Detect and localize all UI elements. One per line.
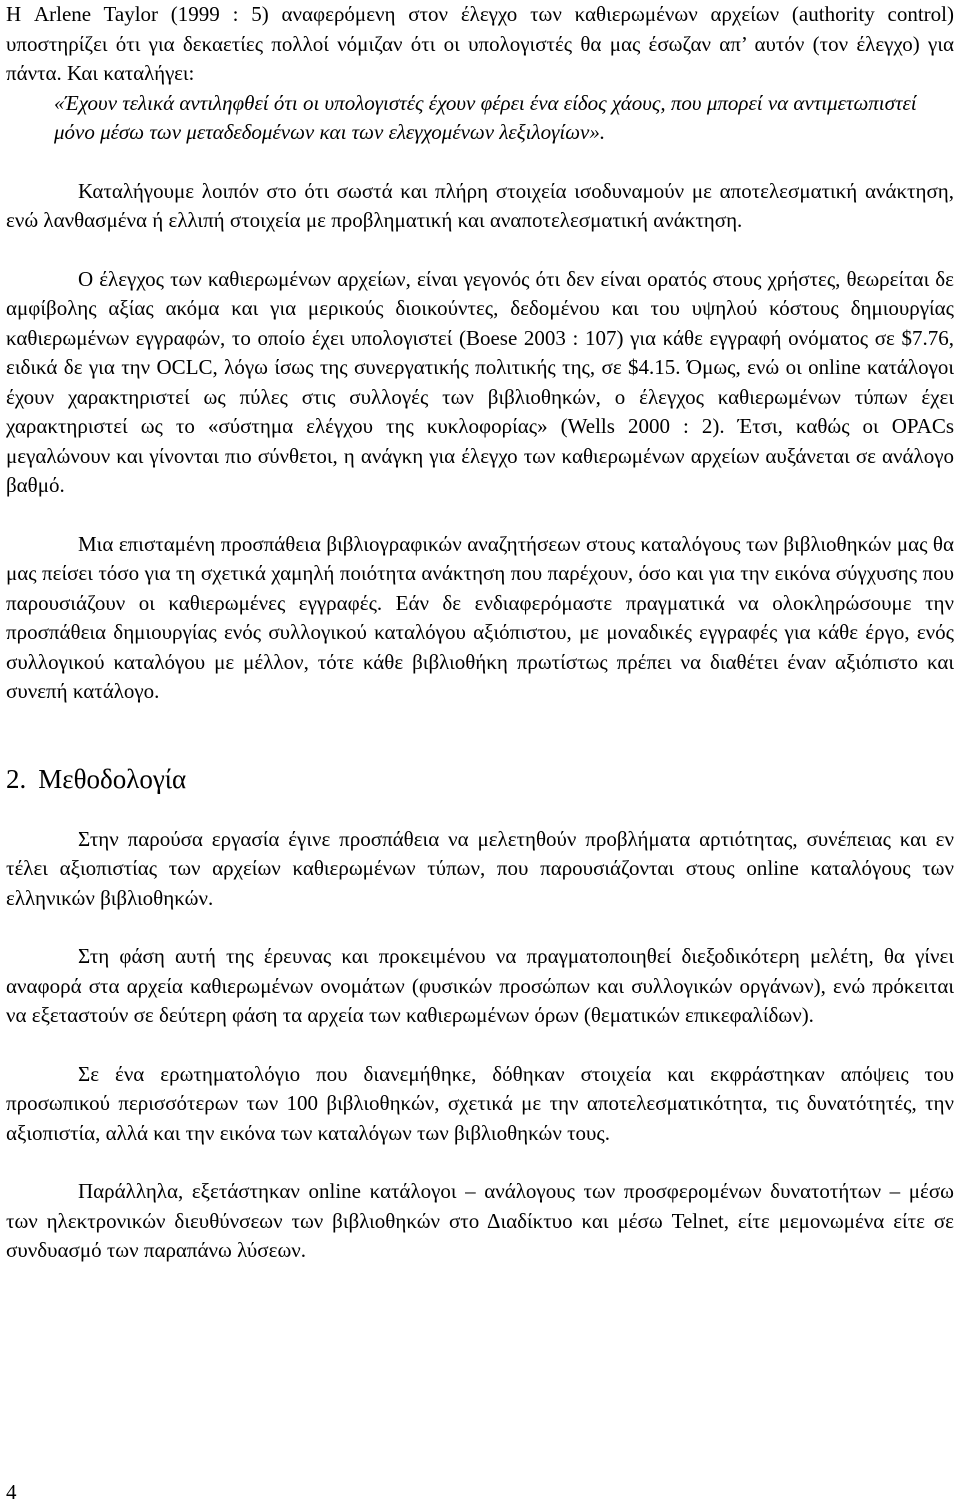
- paragraph-bibliographic-search: Μια επισταμένη προσπάθεια βιβλιογραφικών αναζητήσεων στους καταλόγους των βιβλιοθηκών μας θα μας πείσει τόσο για τη σχετικά χαμηλή ποιότητα ανάκτηση που παρέχουν, όσο και για την εικόνα σύγχυσης που παρουσιάζουν οι καθιερωμένες εγγραφές. Εάν δε ενδιαφερόμαστε πραγματικά να ολοκληρώσουμε την προσπάθεια δημιουργίας ενός συλλογικού καταλόγου αξιόπιστου, με μοναδικές εγγραφές για κάθε έργο, ενός συλλογικού καταλόγου με μέλλον, τότε κάθε βιβλιοθήκη πρωτίστως πρέπει να διαθέτει έναν αξιόπιστο και συνεπή κατάλογο.: [6, 531, 954, 703]
- spacer: [6, 796, 954, 825]
- spacer: [6, 501, 954, 530]
- page-number: 4: [6, 1480, 17, 1504]
- spacer: [6, 1031, 954, 1060]
- section-title: Μεθοδολογία: [38, 763, 187, 794]
- section-heading: [6, 762, 954, 796]
- paragraph-conclusion: Καταλήγουμε λοιπόν στο ότι σωστά και πλήρη στοιχεία ισοδυναμούν με αποτελεσματική ανάκτηση, ενώ λανθασμένα ή ελλιπή στοιχεία με προβληματική και αναποτελεσματική ανάκτηση.: [6, 178, 954, 232]
- spacer: [6, 236, 954, 265]
- paragraph-taylor-intro: Η Arlene Taylor (1999 : 5) αναφερόμενη στον έλεγχο των καθιερωμένων αρχείων (authority control) υποστηρίζει ότι για δεκαετίες πολλοί νόμιζαν ότι οι υπολογιστές θα μας έσωζαν απ’ αυτόν (τον έλεγχο) για πάντα. Και καταλήγει:: [6, 2, 954, 85]
- spacer: [6, 913, 954, 942]
- spacer: [6, 148, 954, 177]
- paragraph-online-catalogs: Παράλληλα, εξετάστηκαν online κατάλογοι – ανάλογους των προσφερομένων δυνατοτήτων – μέσω των ηλεκτρονικών διευθύνσεων των βιβλιοθηκών στο Διαδίκτυο και μέσω Telnet, είτε μεμονωμένα είτε σε συνδυασμό των παραπάνω λύσεων.: [6, 1179, 954, 1262]
- block-quote: «Έχουν τελικά αντιληφθεί ότι οι υπολογιστές έχουν φέρει ένα είδος χάους, που μπορεί να αντιμετωπιστεί μόνο μέσω των μεταδεδομένων και των ελεγχομένων λεξιλογίων».: [54, 90, 917, 144]
- paragraph-methodology-intro: Στην παρούσα εργασία έγινε προσπάθεια να μελετηθούν προβλήματα αρτιότητας, συνέπειας και εν τέλει αξιοπιστίας των αρχείων καθιερωμένων τύπων, που παρουσιάζονται στους online καταλόγους των ελληνικών βιβλιοθηκών.: [6, 826, 954, 910]
- paragraph-questionnaire: Σε ένα ερωτηματολόγιο που διανεμήθηκε, δόθηκαν στοιχεία και εκφράστηκαν απόψεις του προσωπικού περισσότερων των 100 βιβλιοθηκών, σχετικά με την αποτελεσματικότητα, τις δυνατότητές, την αξιοπιστία, αλλά και την εικόνα των καταλόγων των βιβλιοθηκών τους.: [6, 1061, 954, 1145]
- paragraph-research-phase: Στη φάση αυτή της έρευνας και προκειμένου να πραγματοποιηθεί διεξοδικότερη μελέτη, θα γίνει αναφορά στα αρχεία καθιερωμένων ονομάτων (φυσικών προσώπων και συλλογικών οργάνων), ενώ πρόκειται να εξεταστούν σε δεύτερη φάση τα αρχεία των καθιερωμένων όρων (θεματικών επικεφαλίδων).: [6, 944, 954, 1027]
- spacer: [6, 707, 954, 762]
- paragraph-authority-control-cost: Ο έλεγχος των καθιερωμένων αρχείων, είναι γεγονός ότι δεν είναι ορατός στους χρήστες, θεωρείται δε αμφίβολης αξίας ακόμα και για μερικούς διοικούντες, δεδομένου και του υψηλού κόστους δημιουργίας καθιερωμένων εγγραφών, το οποίο έχει υπολογιστεί (Boese 2003 : 107) για κάθε εγγραφή ονόματος σε $7.76, ειδικά δε για την OCLC, λόγω ίσως της συνεργατικής πολιτικής της, σε $4.15. Όμως, ενώ οι online κατάλογοι έχουν χαρακτηριστεί ως πύλες στις συλλογές των βιβλιοθηκών, ο έλεγχος καθιερωμένων τύπων έχει χαρακτηριστεί ως το «σύστημα ελέγχου της κυκλοφορίας» (Wells 2000 : 2). Έτσι, καθώς οι OPACs μεγαλώνουν και γίνονται πιο σύνθετοι, η ανάγκη για έλεγχο των καθιερωμένων αρχείων αυξάνεται σε ανάλογο βαθμό.: [6, 266, 954, 497]
- document-page: [6, 0, 954, 1266]
- spacer: [6, 1148, 954, 1177]
- section-number: 2.: [6, 763, 27, 794]
